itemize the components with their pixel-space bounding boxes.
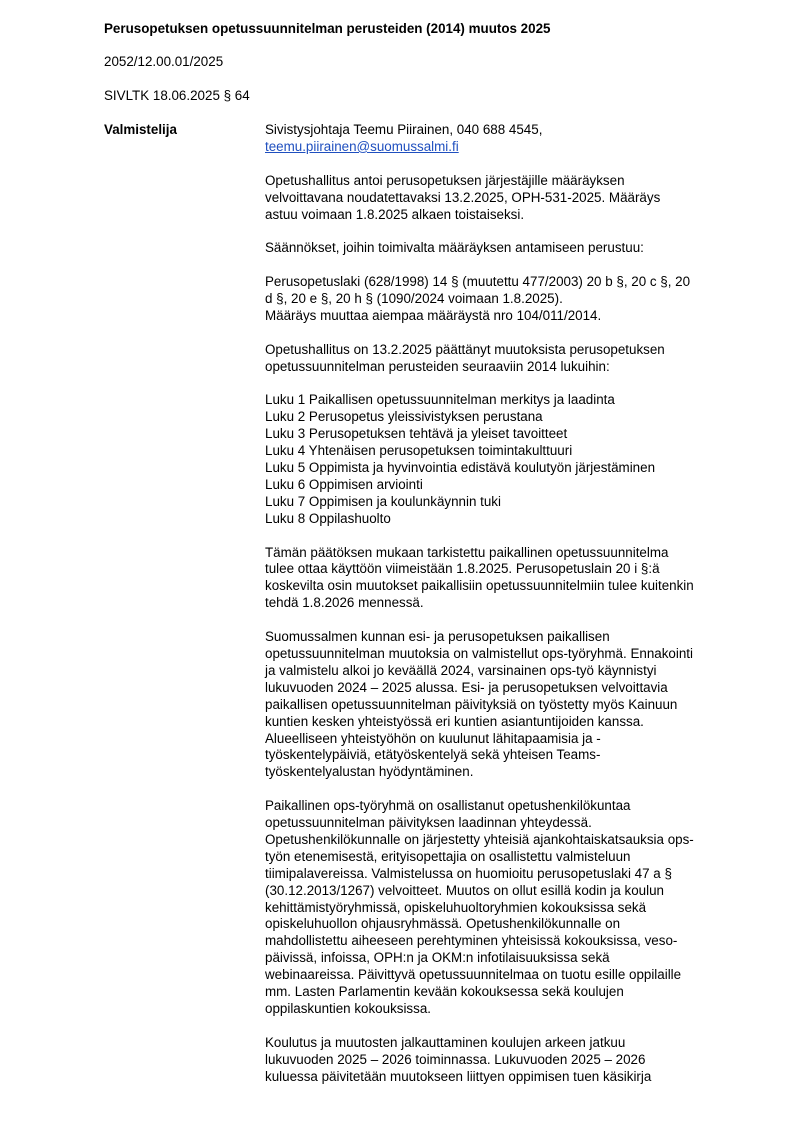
paragraph-line: oppilaskuntien kokouksissa. — [265, 1001, 431, 1016]
preparer-name-phone: Sivistysjohtaja Teemu Piirainen, 040 688 4545, — [265, 122, 543, 137]
paragraph-line: ja valmistelu alkoi jo keväällä 2024, varsinainen ops-työ käynnistyi — [265, 662, 657, 678]
body-paragraph — [265, 274, 740, 325]
paragraph-line: lukuvuoden 2024 – 2025 alussa. Esi- ja perusopetuksen velvoittavia — [265, 679, 668, 695]
paragraph-line: (30.12.2013/1267) velvoitteet. Muutos on ollut esillä kodin ja koulun — [265, 882, 664, 898]
paragraph-line: opetussuunnitelman perusteiden seuraaviin 2014 lukuihin: — [265, 358, 610, 374]
paragraph-line: tehdä 1.8.2026 mennessä. — [265, 595, 424, 611]
paragraph-line: Luku 1 Paikallisen opetussuunnitelman merkitys ja laadinta — [265, 392, 615, 408]
paragraph-line: Luku 3 Perusopetuksen tehtävä ja yleiset tavoitteet — [265, 426, 568, 442]
paragraph-line: Luku 2 Perusopetus yleissivistyksen perustana — [265, 409, 543, 425]
paragraph-line: opetussuunnitelman päivityksen laadinnan yhteydessä. — [265, 815, 592, 831]
body-paragraph — [265, 240, 740, 257]
paragraph-line: velvoittavana noudatettavaksi 13.2.2025, OPH-531-2025. Määräys — [265, 189, 661, 205]
paragraph-line: webinaareissa. Päivittyvä opetussuunnitelmaa on tuotu esille oppilaille — [265, 967, 682, 983]
body-paragraph — [265, 173, 740, 224]
paragraph-line: Koulutus ja muutosten jalkauttaminen koulujen arkeen jatkuu — [265, 1034, 626, 1050]
paragraph-line: paikallisen opetussuunnitelman päivityksiä on työstetty myös Kainuun — [265, 696, 678, 712]
preparer-email-link[interactable]: teemu.piirainen@suomussalmi.fi — [265, 138, 459, 154]
body-paragraph — [265, 629, 740, 781]
body-paragraph — [265, 1035, 740, 1086]
document-number: 2052/12.00.01/2025 — [104, 54, 224, 69]
paragraph-line: astuu voimaan 1.8.2025 alkaen toistaiseksi. — [265, 206, 525, 222]
meeting-reference: SIVLTK 18.06.2025 § 64 — [104, 88, 250, 103]
paragraph-line: Määräys muuttaa aiempaa määräystä nro 104/011/2014. — [265, 307, 602, 323]
paragraph-line: Luku 6 Oppimisen arviointi — [265, 476, 423, 492]
body-paragraph — [265, 798, 740, 1018]
body-paragraph — [265, 392, 740, 527]
paragraph-line: Luku 8 Oppilashuolto — [265, 510, 391, 526]
paragraph-line: Opetushenkilökunnalle on järjestetty yhteisiä ajankohtaiskatsauksia ops- — [265, 831, 694, 847]
paragraph-line: mahdollistettu aiheeseen perehtyminen yhteisissä kokouksissa, veso- — [265, 933, 678, 949]
paragraph-line: Opetushallitus antoi perusopetuksen järjestäjille määräyksen — [265, 172, 625, 188]
paragraph-line: työskentelypäiviä, etätyöskentelyä sekä yhteisen Teams- — [265, 747, 601, 763]
paragraph-line: Luku 5 Oppimista ja hyvinvointia edistävä koulutyön järjestäminen — [265, 460, 656, 476]
body-paragraph — [265, 342, 740, 376]
paragraph-line: Suomussalmen kunnan esi- ja perusopetuksen paikallisen — [265, 629, 610, 645]
paragraph-line: mm. Lasten Parlamentin kevään kokouksessa sekä koulujen — [265, 984, 624, 1000]
paragraph-line: Säännökset, joihin toimivalta määräyksen antamiseen perustuu: — [265, 240, 644, 256]
paragraph-line: Tämän päätöksen mukaan tarkistettu paikallinen opetussuunnitelma — [265, 544, 669, 560]
paragraph-line: kehittämistyöryhmissä, opiskeluhuoltoryhmien kokouksissa sekä — [265, 899, 647, 915]
preparer-info — [265, 122, 740, 156]
body-paragraphs — [265, 173, 740, 1086]
paragraph-line: d §, 20 e §, 20 h § (1090/2024 voimaan 1.8.2025). — [265, 291, 563, 307]
body-paragraph — [265, 545, 740, 613]
paragraph-line: tulee ottaa käyttöön viimeistään 1.8.2025. Perusopetuslain 20 i §:ä — [265, 561, 660, 577]
paragraph-line: Perusopetuslaki (628/1998) 14 § (muutettu 477/2003) 20 b §, 20 c §, 20 — [265, 274, 691, 290]
paragraph-line: Luku 7 Oppimisen ja koulunkäynnin tuki — [265, 493, 501, 509]
paragraph-line: koskevilta osin muutokset paikallisiin opetussuunnitelmiin tulee kuitenkin — [265, 578, 694, 594]
paragraph-line: työn etenemisestä, erityisopettajia on osallistettu valmisteluun — [265, 848, 631, 864]
paragraph-line: opiskeluhuollon ohjausryhmässä. Opetushenkilökunnalle on — [265, 916, 621, 932]
document-title: Perusopetuksen opetussuunnitelman perusteiden (2014) muutos 2025 — [104, 21, 551, 36]
paragraph-line: Alueelliseen yhteistyöhön on kuulunut lähitapaamisia ja - — [265, 730, 601, 746]
paragraph-line: tiimipalavereissa. Valmistelussa on huomioitu perusopetuslaki 47 a § — [265, 865, 672, 881]
paragraph-line: Opetushallitus on 13.2.2025 päättänyt muutoksista perusopetuksen — [265, 341, 665, 357]
document-body — [265, 122, 740, 1102]
paragraph-line: päivissä, infoissa, OPH:n ja OKM:n infotilaisuuksissa sekä — [265, 950, 610, 966]
paragraph-line: työskentelyalustan hyödyntäminen. — [265, 764, 474, 780]
preparer-label: Valmistelija — [104, 122, 177, 137]
paragraph-line: lukuvuoden 2025 – 2026 toiminnassa. Lukuvuoden 2025 – 2026 — [265, 1051, 646, 1067]
paragraph-line: kuntien kesken yhteistyössä eri kuntien asiantuntijoiden kanssa. — [265, 713, 644, 729]
paragraph-line: kuluessa päivitetään muutokseen liittyen oppimisen tuen käsikirja — [265, 1068, 652, 1084]
paragraph-line: Paikallinen ops-työryhmä on osallistanut opetushenkilökuntaa — [265, 798, 631, 814]
paragraph-line: Luku 4 Yhtenäisen perusopetuksen toimintakulttuuri — [265, 443, 573, 459]
paragraph-line: opetussuunnitelman muutoksia on valmistellut ops-työryhmä. Ennakointi — [265, 645, 693, 661]
